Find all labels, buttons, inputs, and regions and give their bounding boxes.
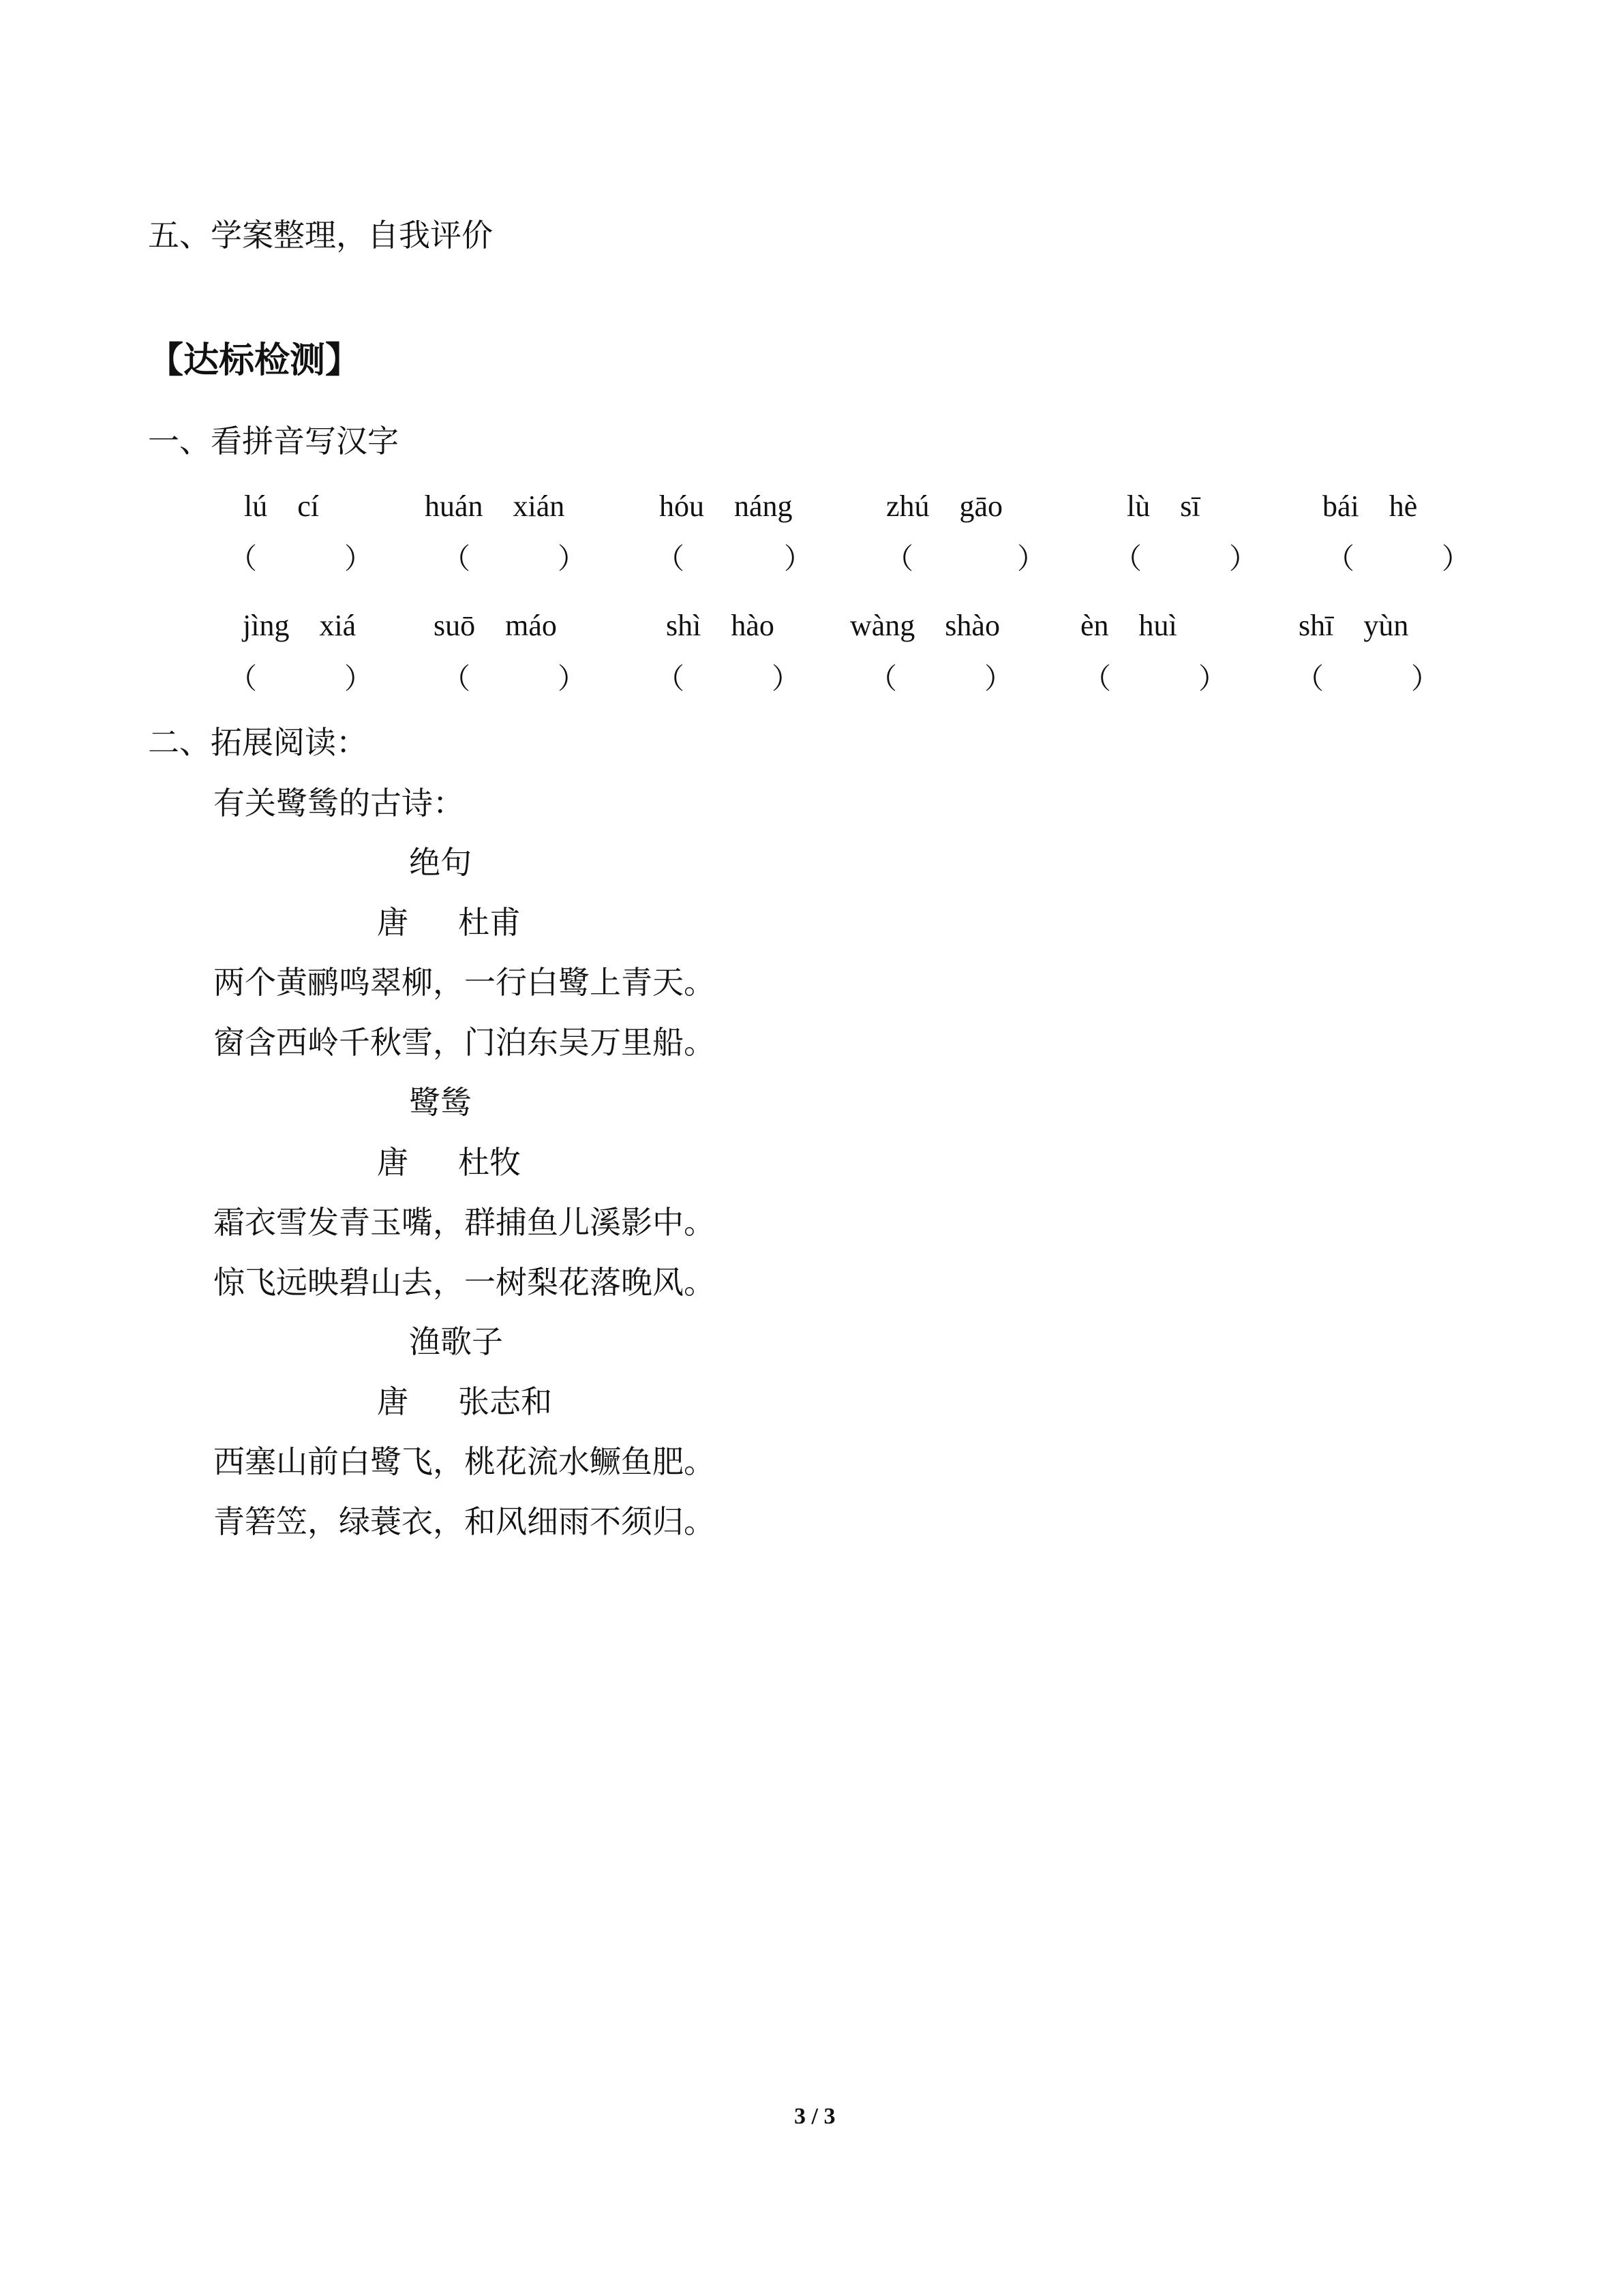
page-number: 3 / 3 xyxy=(794,2104,836,2129)
poem-dynasty: 唐 xyxy=(377,904,408,941)
pinyin-item: shī yùn xyxy=(1299,609,1409,642)
answer-blank-open: （ xyxy=(868,664,898,695)
answer-blank-close: ） xyxy=(772,664,801,695)
section-5-title: 五、学案整理，自我评价 xyxy=(148,217,493,254)
poem-line: 窗含西岭千秋雪，门泊东吴万里船。 xyxy=(213,1024,715,1061)
pinyin-item: lú cí xyxy=(244,489,319,523)
pinyin-item: zhú gāo xyxy=(886,489,1003,523)
poem-title: 渔歌子 xyxy=(409,1323,503,1360)
poem-line: 西塞山前白鹭飞，桃花流水鳜鱼肥。 xyxy=(213,1443,715,1480)
poem-author: 张志和 xyxy=(458,1383,552,1420)
pinyin-item: bái hè xyxy=(1322,489,1418,523)
poem-author: 杜牧 xyxy=(458,1144,521,1181)
answer-blank-close: ） xyxy=(344,544,374,575)
answer-blank-close: ） xyxy=(1442,544,1471,575)
poem-dynasty: 唐 xyxy=(377,1144,408,1181)
poems-intro: 有关鹭鸶的古诗： xyxy=(213,785,464,821)
poem-author: 杜甫 xyxy=(458,904,521,941)
pinyin-item: huán xián xyxy=(425,489,565,523)
poem-line: 霜衣雪发青玉嘴，群捕鱼儿溪影中。 xyxy=(213,1204,715,1241)
pinyin-item: èn huì xyxy=(1080,609,1177,642)
pinyin-item: shì hào xyxy=(666,609,774,642)
poem-dynasty: 唐 xyxy=(377,1383,408,1420)
answer-blank-open: （ xyxy=(442,664,471,695)
pinyin-item: jìng xiá xyxy=(243,609,357,642)
poem-title: 鹭鸶 xyxy=(409,1084,472,1121)
poem-title: 绝句 xyxy=(409,844,472,881)
answer-blank-close: ） xyxy=(558,544,587,575)
answer-blank-open: （ xyxy=(885,544,914,575)
answer-blank-close: ） xyxy=(1411,664,1440,695)
answer-blank-close: ） xyxy=(344,664,374,695)
pinyin-item: suō máo xyxy=(434,609,557,642)
test-heading: 【达标检测】 xyxy=(148,340,361,381)
answer-blank-open: （ xyxy=(656,544,685,575)
q2-title: 二、拓展阅读： xyxy=(148,724,367,761)
answer-blank-open: （ xyxy=(228,664,258,695)
answer-blank-close: ） xyxy=(558,664,587,695)
answer-blank-open: （ xyxy=(656,664,685,695)
answer-blank-close: ） xyxy=(1198,664,1228,695)
answer-blank-open: （ xyxy=(1082,664,1112,695)
answer-blank-close: ） xyxy=(1229,544,1258,575)
pinyin-item: lù sī xyxy=(1127,489,1200,523)
poem-line: 青箬笠，绿蓑衣，和风细雨不须归。 xyxy=(213,1503,715,1540)
answer-blank-open: （ xyxy=(442,544,471,575)
answer-blank-open: （ xyxy=(228,544,258,575)
answer-blank-open: （ xyxy=(1113,544,1142,575)
answer-blank-open: （ xyxy=(1326,544,1355,575)
poem-line: 惊飞远映碧山去，一树梨花落晚风。 xyxy=(213,1264,715,1301)
q1-title: 一、看拼音写汉字 xyxy=(148,423,399,459)
answer-blank-close: ） xyxy=(1017,544,1046,575)
answer-blank-open: （ xyxy=(1295,664,1324,695)
pinyin-item: hóu náng xyxy=(659,489,793,523)
poem-line: 两个黄鹂鸣翠柳，一行白鹭上青天。 xyxy=(213,964,715,1001)
answer-blank-close: ） xyxy=(784,544,813,575)
pinyin-item: wàng shào xyxy=(850,609,1000,642)
answer-blank-close: ） xyxy=(984,664,1014,695)
